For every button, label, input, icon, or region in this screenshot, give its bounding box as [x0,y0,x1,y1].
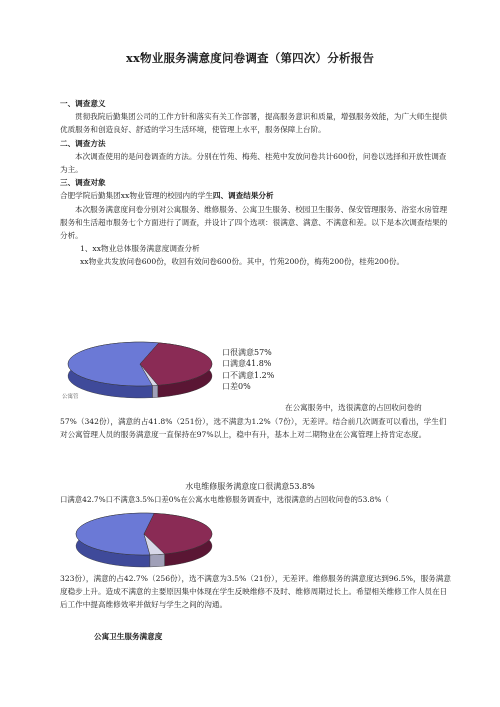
section-heading-subjects: 三、调查对象 [60,178,106,188]
legend-bad: 口差0% [222,382,251,392]
legend-very-satisfied: 口很满意57% [222,348,272,357]
chart2-legend-line: 口满意42.7%口不满意3.5%口差0%在公寓水电维修服务调查中，选很满意的占回收问卷的53.8%（ [60,495,389,504]
pie-side-unsatisfied [153,385,158,397]
results-item-1: 1、xx物业总体服务满意度调查分析 [80,244,200,254]
report-body [60,97,452,269]
pie-side-unsatisfied [150,554,165,567]
legend-unsatisfied: 口不满意1.2% [222,370,275,380]
results-intro-paragraph: 本次服务满意度问卷分别对公寓服务、维修服务、公寓卫生服务、校园卫生服务、保安管理服务、浴室水房管理服务和生活超市服务七个方面进行了调查，并设计了四个选项：很满意、满意、不满意和差。以下是本次调查结果的分析。 [60,204,448,241]
section-text-subjects [60,189,452,202]
chart2-analysis: 323份），满意的占42.7%（256份），选不满意为3.5%（21份），无差评。维修服务的满意度达到96.5%，服务满意度稳步上升。造成不满意的主要原因集中体现在学生反映维修不及时、维修周期过长上。希望相关维修工作人员在日后工作中提高维修效率并做好与学生之间的沟通。 [60,574,451,610]
legend-satisfied: 口满意41.8% [222,359,272,369]
section-text-significance: 贯彻我院后勤集团公司的工作方针和落实有关工作部署，提高服务意识和质量，增强服务效能，为广大师生提供优质服务和创造良好、舒适的学习生活环境，使管理上水平，服务保障上台阶。 [60,112,448,135]
pie-chart-repair-service [70,508,220,574]
document-title: xx物业服务满意度问卷调查（第四次）分析报告 [125,51,375,65]
pie-chart-apartment-service [60,336,220,404]
section-heading-results: 四、调查结果分析 [212,191,274,201]
chart2-title: 水电维修服务满意度口很满意53.8% [185,482,315,491]
chart1-caption: 公寓管 [62,394,79,400]
results-item-1-text: xx物业共发放问卷600份，收回有效问卷600份。其中，竹苑200份，梅苑200份，桂苑200份。 [80,257,405,267]
subjects-text: 合肥学院后勤集团xx物业管理的校园内的学生 [60,191,213,201]
chart1-analysis-first: 在公寓服务中，选很满意的占回收问卷的 [285,403,422,412]
section-heading-method: 二、调查方法 [60,138,106,148]
chart1-legend [222,347,274,393]
section-heading-significance: 一、调查意义 [60,99,106,108]
section-text-method: 本次调查使用的是问卷调查的方法。分别在竹苑、梅苑、桂苑中发放问卷共计600份，问卷以选择和开放性调查为主。 [60,151,447,175]
chart1-analysis-rest: 57%（342份），满意的占41.8%（251份），选不满意为1.2%（7份），无差评。结合前几次调查可以看出，学生们对公寓管理人员的服务满意度一直保持在97%以上，稳中有升，基本上对二期物业在公寓管理上持肯定态度。 [60,417,447,440]
section-heading-apartment-hygiene: 公寓卫生服务满意度 [94,632,163,641]
